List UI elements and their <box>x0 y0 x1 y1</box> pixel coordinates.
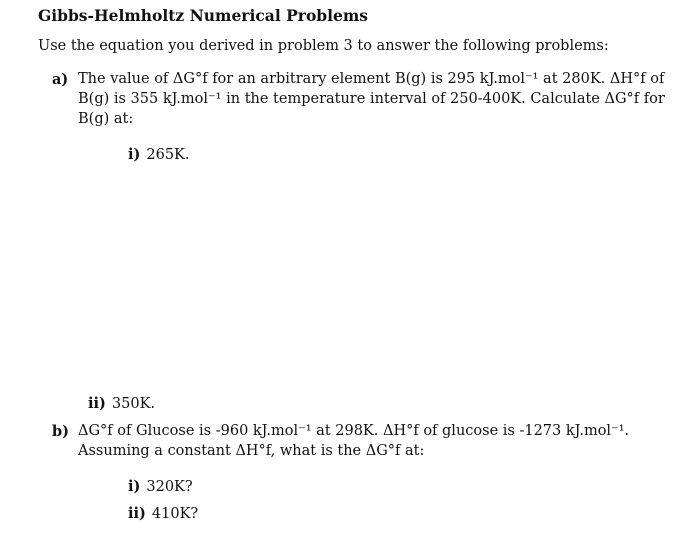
document-title: Gibbs-Helmholtz Numerical Problems <box>38 6 369 25</box>
problem-b-sub-ii-text: 410K? <box>151 505 199 522</box>
problem-b <box>38 422 672 524</box>
problem-b-sub-ii <box>78 504 672 525</box>
problem-a-label: a) <box>52 71 69 89</box>
intro-text: Use the equation you derived in problem 3 to answer the following problems: <box>38 37 609 54</box>
problem-a-sub-ii-label: ii) <box>88 395 106 412</box>
problem-a-sub-i-text: 265K. <box>146 147 190 164</box>
problem-b-sub-i <box>78 477 672 498</box>
problem-b-sub-i-text: 320K? <box>146 479 193 496</box>
problem-a-sub-i <box>78 145 672 166</box>
problem-a-sub-i-label: i) <box>128 146 141 164</box>
problem-a-sub-ii-text: 350K. <box>111 396 156 412</box>
problem-a-text: The value of ΔG°f for an arbitrary element B(g) is 295 kJ.mol⁻¹ at 280K. ΔH°f of B(g) is 355 kJ.mol⁻¹ in the temperature interval of 250-400K. Calculate ΔG°f for B(g) at: <box>78 71 665 127</box>
problem-b-sub-ii-label: ii) <box>128 504 146 522</box>
problem-b-sub-i-label: i) <box>128 478 141 496</box>
problem-a <box>38 70 672 165</box>
problem-b-text: ΔG°f of Glucose is -960 kJ.mol⁻¹ at 298K. ΔH°f of glucose is -1273 kJ.mol⁻¹. Assuming a constant ΔH°f, what is the ΔG°f at: <box>78 423 630 459</box>
problem-a-sub-ii <box>38 394 155 415</box>
problem-b-label: b) <box>52 423 69 440</box>
